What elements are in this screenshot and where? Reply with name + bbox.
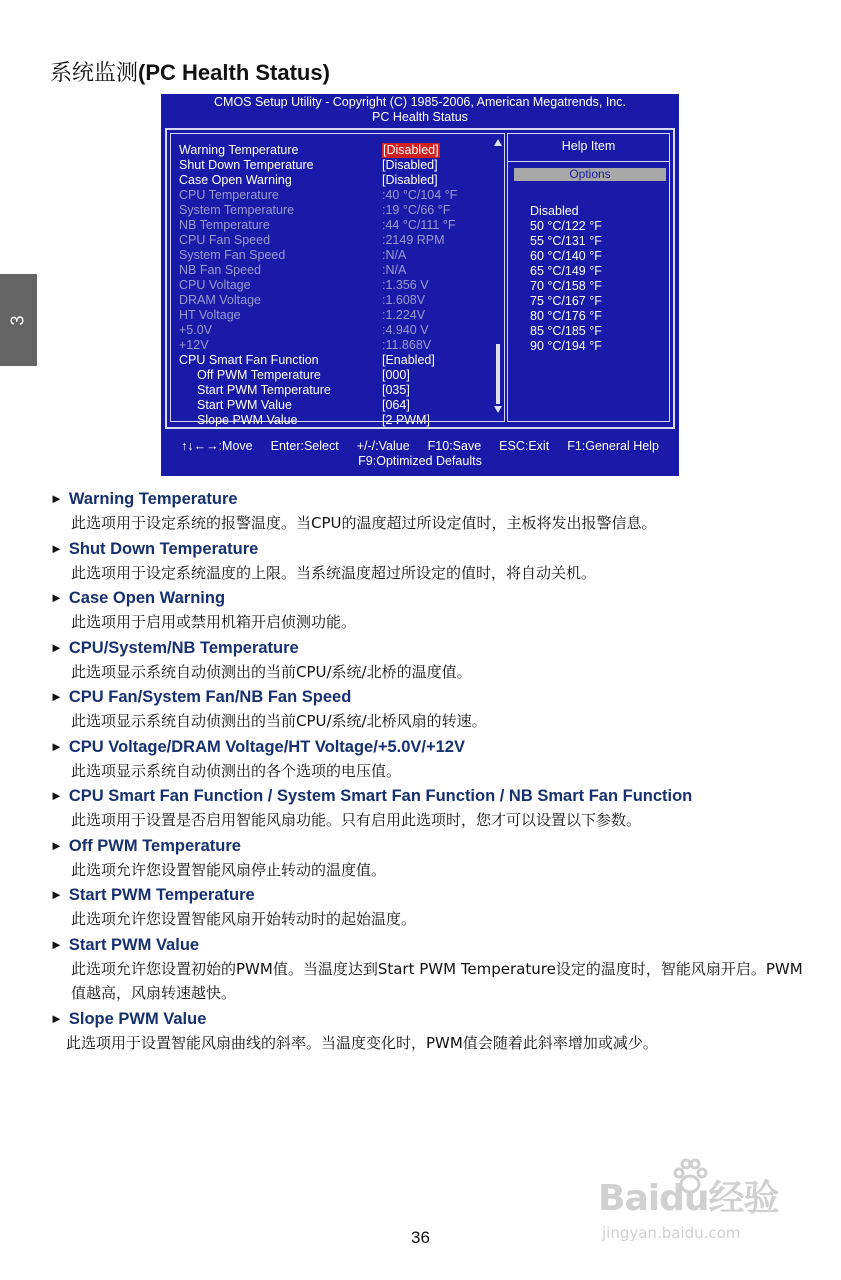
- chapter-number: 3: [7, 314, 28, 326]
- scroll-up-arrow-icon[interactable]: [494, 139, 502, 146]
- bios-row-system-fan-speed: [179, 248, 499, 263]
- description-text: 此选项用于启用或禁用机箱开启侦测功能。: [71, 613, 357, 631]
- bios-key-legend-line1: [161, 439, 679, 454]
- description-heading-text: CPU Smart Fan Function / System Smart Fan Function / NB Smart Fan Function: [68, 787, 693, 805]
- bios-row-cpu-voltage: [179, 278, 499, 293]
- bios-row-label: System Fan Speed: [179, 248, 286, 262]
- bios-row-label: NB Temperature: [179, 218, 270, 232]
- bios-row-value: :N/A: [382, 263, 407, 277]
- bios-row-label: Start PWM Temperature: [197, 383, 331, 397]
- bios-row-value: :40 °C/104 °F: [382, 188, 458, 202]
- bios-header: [161, 94, 679, 125]
- description-item: [50, 486, 810, 536]
- help-option: 80 °C/176 °F: [530, 309, 602, 323]
- bios-row-dram-voltage: [179, 293, 499, 308]
- help-option: 85 °C/185 °F: [530, 324, 602, 338]
- bios-row-label: DRAM Voltage: [179, 293, 261, 307]
- key-exit: ESC:Exit: [499, 439, 550, 453]
- description-heading: [50, 585, 810, 610]
- description-heading-text: Slope PWM Value: [68, 1009, 207, 1028]
- description-heading: [50, 783, 810, 808]
- bios-row-shut-down-temperature[interactable]: [179, 158, 499, 173]
- bios-row-5v: [179, 323, 499, 338]
- bios-row-value[interactable]: [035]: [382, 383, 410, 397]
- description-heading-text: CPU Fan/System Fan/NB Fan Speed: [68, 688, 352, 706]
- description-item: [50, 635, 810, 685]
- description-item: [50, 783, 810, 833]
- description-item: [50, 684, 810, 734]
- key-move: ↑↓←→:Move: [181, 439, 253, 453]
- bios-row-system-temperature: [179, 203, 499, 218]
- description-text: 此选项用于设置是否启用智能风扇功能。只有启用此选项时，您才可以设置以下参数。: [71, 811, 642, 829]
- bullet-triangle-icon: ►: [50, 788, 63, 803]
- help-options-label: Options: [514, 168, 666, 181]
- bios-row-value: :44 °C/111 °F: [382, 218, 456, 232]
- page-title-cn: 系统监测: [50, 61, 139, 86]
- bios-row-cpu-temperature: [179, 188, 499, 203]
- description-item: [50, 585, 810, 635]
- description-item: [50, 734, 810, 784]
- description-heading: [50, 734, 810, 759]
- bios-row-12v: [179, 338, 499, 353]
- bios-row-value: :11.868V: [382, 338, 432, 352]
- description-heading-text: Start PWM Value: [68, 935, 200, 954]
- description-text: 此选项用于设置智能风扇曲线的斜率。当温度变化时，PWM值会随着此斜率增加或减少。: [66, 1033, 658, 1052]
- bios-row-cpu-smart-fan[interactable]: [179, 353, 499, 368]
- help-option: 75 °C/167 °F: [530, 294, 602, 308]
- bios-row-nb-fan-speed: [179, 263, 499, 278]
- bios-row-value: :1.608V: [382, 293, 426, 307]
- bios-screen: [161, 94, 679, 476]
- bios-row-value[interactable]: [Disabled]: [382, 173, 438, 187]
- description-heading: [50, 635, 810, 660]
- bios-frame: [165, 128, 675, 429]
- bullet-triangle-icon: ►: [50, 689, 63, 704]
- bios-header-copyright: CMOS Setup Utility - Copyright (C) 1985-2006, American Megatrends, Inc.: [214, 95, 626, 109]
- chapter-tab: [0, 274, 37, 366]
- bios-row-label: +12V: [179, 338, 209, 352]
- help-option: 90 °C/194 °F: [530, 339, 602, 353]
- bios-row-label: CPU Voltage: [179, 278, 251, 292]
- description-text: 此选项允许您设置智能风扇停止转动的温度值。: [71, 860, 387, 879]
- page-title: [50, 56, 330, 87]
- bios-row-value[interactable]: [2 PWM]: [382, 413, 430, 427]
- bios-row-value-selected[interactable]: [Disabled]: [383, 143, 439, 157]
- bios-row-off-pwm-temperature[interactable]: [179, 368, 499, 383]
- description-heading-text: CPU Voltage/DRAM Voltage/HT Voltage/+5.0V/+12V: [68, 737, 465, 756]
- key-save: F10:Save: [427, 439, 482, 453]
- help-option: 60 °C/140 °F: [530, 249, 602, 263]
- description-heading-text: Start PWM Temperature: [68, 886, 255, 904]
- help-option: Disabled: [530, 204, 579, 218]
- bios-row-value[interactable]: [000]: [382, 368, 410, 382]
- bios-row-start-pwm-value[interactable]: [179, 398, 499, 413]
- bios-row-start-pwm-temperature[interactable]: [179, 383, 499, 398]
- bios-row-label: Shut Down Temperature: [179, 158, 314, 172]
- description-heading: [50, 833, 810, 858]
- bios-help-panel: [507, 133, 670, 422]
- bios-row-label: CPU Temperature: [179, 188, 279, 202]
- bios-row-cpu-fan-speed: [179, 233, 499, 248]
- description-heading: [50, 932, 810, 957]
- description-item: [50, 536, 810, 586]
- bios-row-warning-temperature[interactable]: [179, 143, 499, 158]
- page-title-en: (PC Health Status): [138, 60, 330, 85]
- description-text: 此选项用于设定系统的报警温度。当CPU的温度超过所设定值时，主板将发出报警信息。: [71, 514, 657, 532]
- bios-row-label: Case Open Warning: [179, 173, 292, 187]
- description-text: 此选项允许您设置智能风扇开始转动时的起始温度。: [71, 910, 417, 928]
- bullet-triangle-icon: ►: [50, 590, 63, 605]
- description-item: [50, 932, 810, 1006]
- description-item: [50, 833, 810, 883]
- description-heading: [50, 486, 810, 511]
- bios-row-label: +5.0V: [179, 323, 213, 337]
- description-heading: [50, 536, 810, 561]
- help-option: 65 °C/149 °F: [530, 264, 602, 278]
- bios-row-label: Off PWM Temperature: [197, 368, 321, 382]
- bullet-triangle-icon: ►: [50, 639, 63, 655]
- key-help: F1:General Help: [567, 439, 659, 453]
- description-text: 此选项允许您设置初始的PWM值。当温度达到Start PWM Temperature设定的温度时，智能风扇开启。PWM值越高，风扇转速越快。: [71, 959, 803, 1002]
- bios-row-value: :19 °C/66 °F: [382, 203, 451, 217]
- bios-key-legend: [161, 439, 679, 469]
- scrollbar-thumb[interactable]: [496, 344, 500, 404]
- bios-row-label: NB Fan Speed: [179, 263, 261, 277]
- bullet-triangle-icon: ►: [50, 738, 63, 754]
- bios-row-label: Slope PWM Value: [197, 413, 298, 427]
- bullet-triangle-icon: ►: [50, 540, 63, 556]
- description-item: [50, 1006, 810, 1056]
- description-heading: [50, 1006, 810, 1031]
- bios-row-value: :N/A: [382, 248, 407, 262]
- help-item-title: Help Item: [508, 134, 669, 162]
- description-item: [50, 882, 810, 932]
- bios-row-value: :4.940 V: [382, 323, 429, 337]
- description-heading-text: Case Open Warning: [68, 589, 226, 607]
- help-option: 50 °C/122 °F: [530, 219, 602, 233]
- bios-row-value: :1.356 V: [382, 278, 429, 292]
- bios-header-page: PC Health Status: [372, 110, 468, 124]
- bios-row-nb-temperature: [179, 218, 499, 233]
- bios-row-value: :1.224V: [382, 308, 426, 322]
- bios-row-label: System Temperature: [179, 203, 295, 217]
- description-list: [50, 486, 810, 1055]
- description-heading-text: Shut Down Temperature: [68, 539, 259, 558]
- help-option: 55 °C/131 °F: [530, 234, 602, 248]
- description-text: 此选项用于设定系统温度的上限。当系统温度超过所设定的值时，将自动关机。: [71, 563, 597, 582]
- bios-row-value: :2149 RPM: [382, 233, 445, 247]
- description-heading-text: Off PWM Temperature: [68, 836, 241, 855]
- bullet-triangle-icon: ►: [50, 837, 63, 853]
- bullet-triangle-icon: ►: [50, 491, 63, 506]
- key-optimized-defaults: F9:Optimized Defaults: [358, 454, 482, 468]
- bios-row-label: Start PWM Value: [197, 398, 292, 412]
- description-heading-text: Warning Temperature: [68, 490, 238, 508]
- description-heading: [50, 882, 810, 907]
- help-options-list: [530, 204, 602, 354]
- key-select: Enter:Select: [270, 439, 339, 453]
- bios-row-label: HT Voltage: [179, 308, 241, 322]
- bios-row-label: Warning Temperature: [179, 143, 299, 157]
- watermark-logo: Baidu经验: [598, 1178, 779, 1219]
- page-number: 36: [411, 1228, 430, 1247]
- bullet-triangle-icon: ►: [50, 1010, 63, 1026]
- description-text: 此选项显示系统自动侦测出的各个选项的电压值。: [71, 761, 402, 780]
- bios-row-value[interactable]: [Enabled]: [382, 353, 435, 367]
- scroll-down-arrow-icon[interactable]: [494, 406, 502, 413]
- bullet-triangle-icon: ►: [50, 887, 63, 902]
- description-heading-text: CPU/System/NB Temperature: [68, 638, 299, 657]
- bios-row-ht-voltage: [179, 308, 499, 323]
- bios-row-value[interactable]: [Disabled]: [382, 158, 438, 172]
- bios-row-slope-pwm-value[interactable]: [179, 413, 499, 428]
- bios-row-label: CPU Smart Fan Function: [179, 353, 319, 367]
- description-text: 此选项显示系统自动侦测出的当前CPU/系统/北桥风扇的转速。: [71, 712, 487, 730]
- help-option: 70 °C/158 °F: [530, 279, 602, 293]
- bullet-triangle-icon: ►: [50, 936, 63, 952]
- bios-settings-list: [179, 143, 499, 428]
- key-value: +/-/:Value: [356, 439, 410, 453]
- bios-row-value[interactable]: [064]: [382, 398, 410, 412]
- description-heading: [50, 684, 810, 709]
- bios-settings-panel: [170, 133, 505, 427]
- description-text: 此选项显示系统自动侦测出的当前CPU/系统/北桥的温度值。: [71, 662, 472, 681]
- bios-row-case-open-warning[interactable]: [179, 173, 499, 188]
- bios-row-label: CPU Fan Speed: [179, 233, 271, 247]
- watermark-url: jingyan.baidu.com: [602, 1224, 741, 1242]
